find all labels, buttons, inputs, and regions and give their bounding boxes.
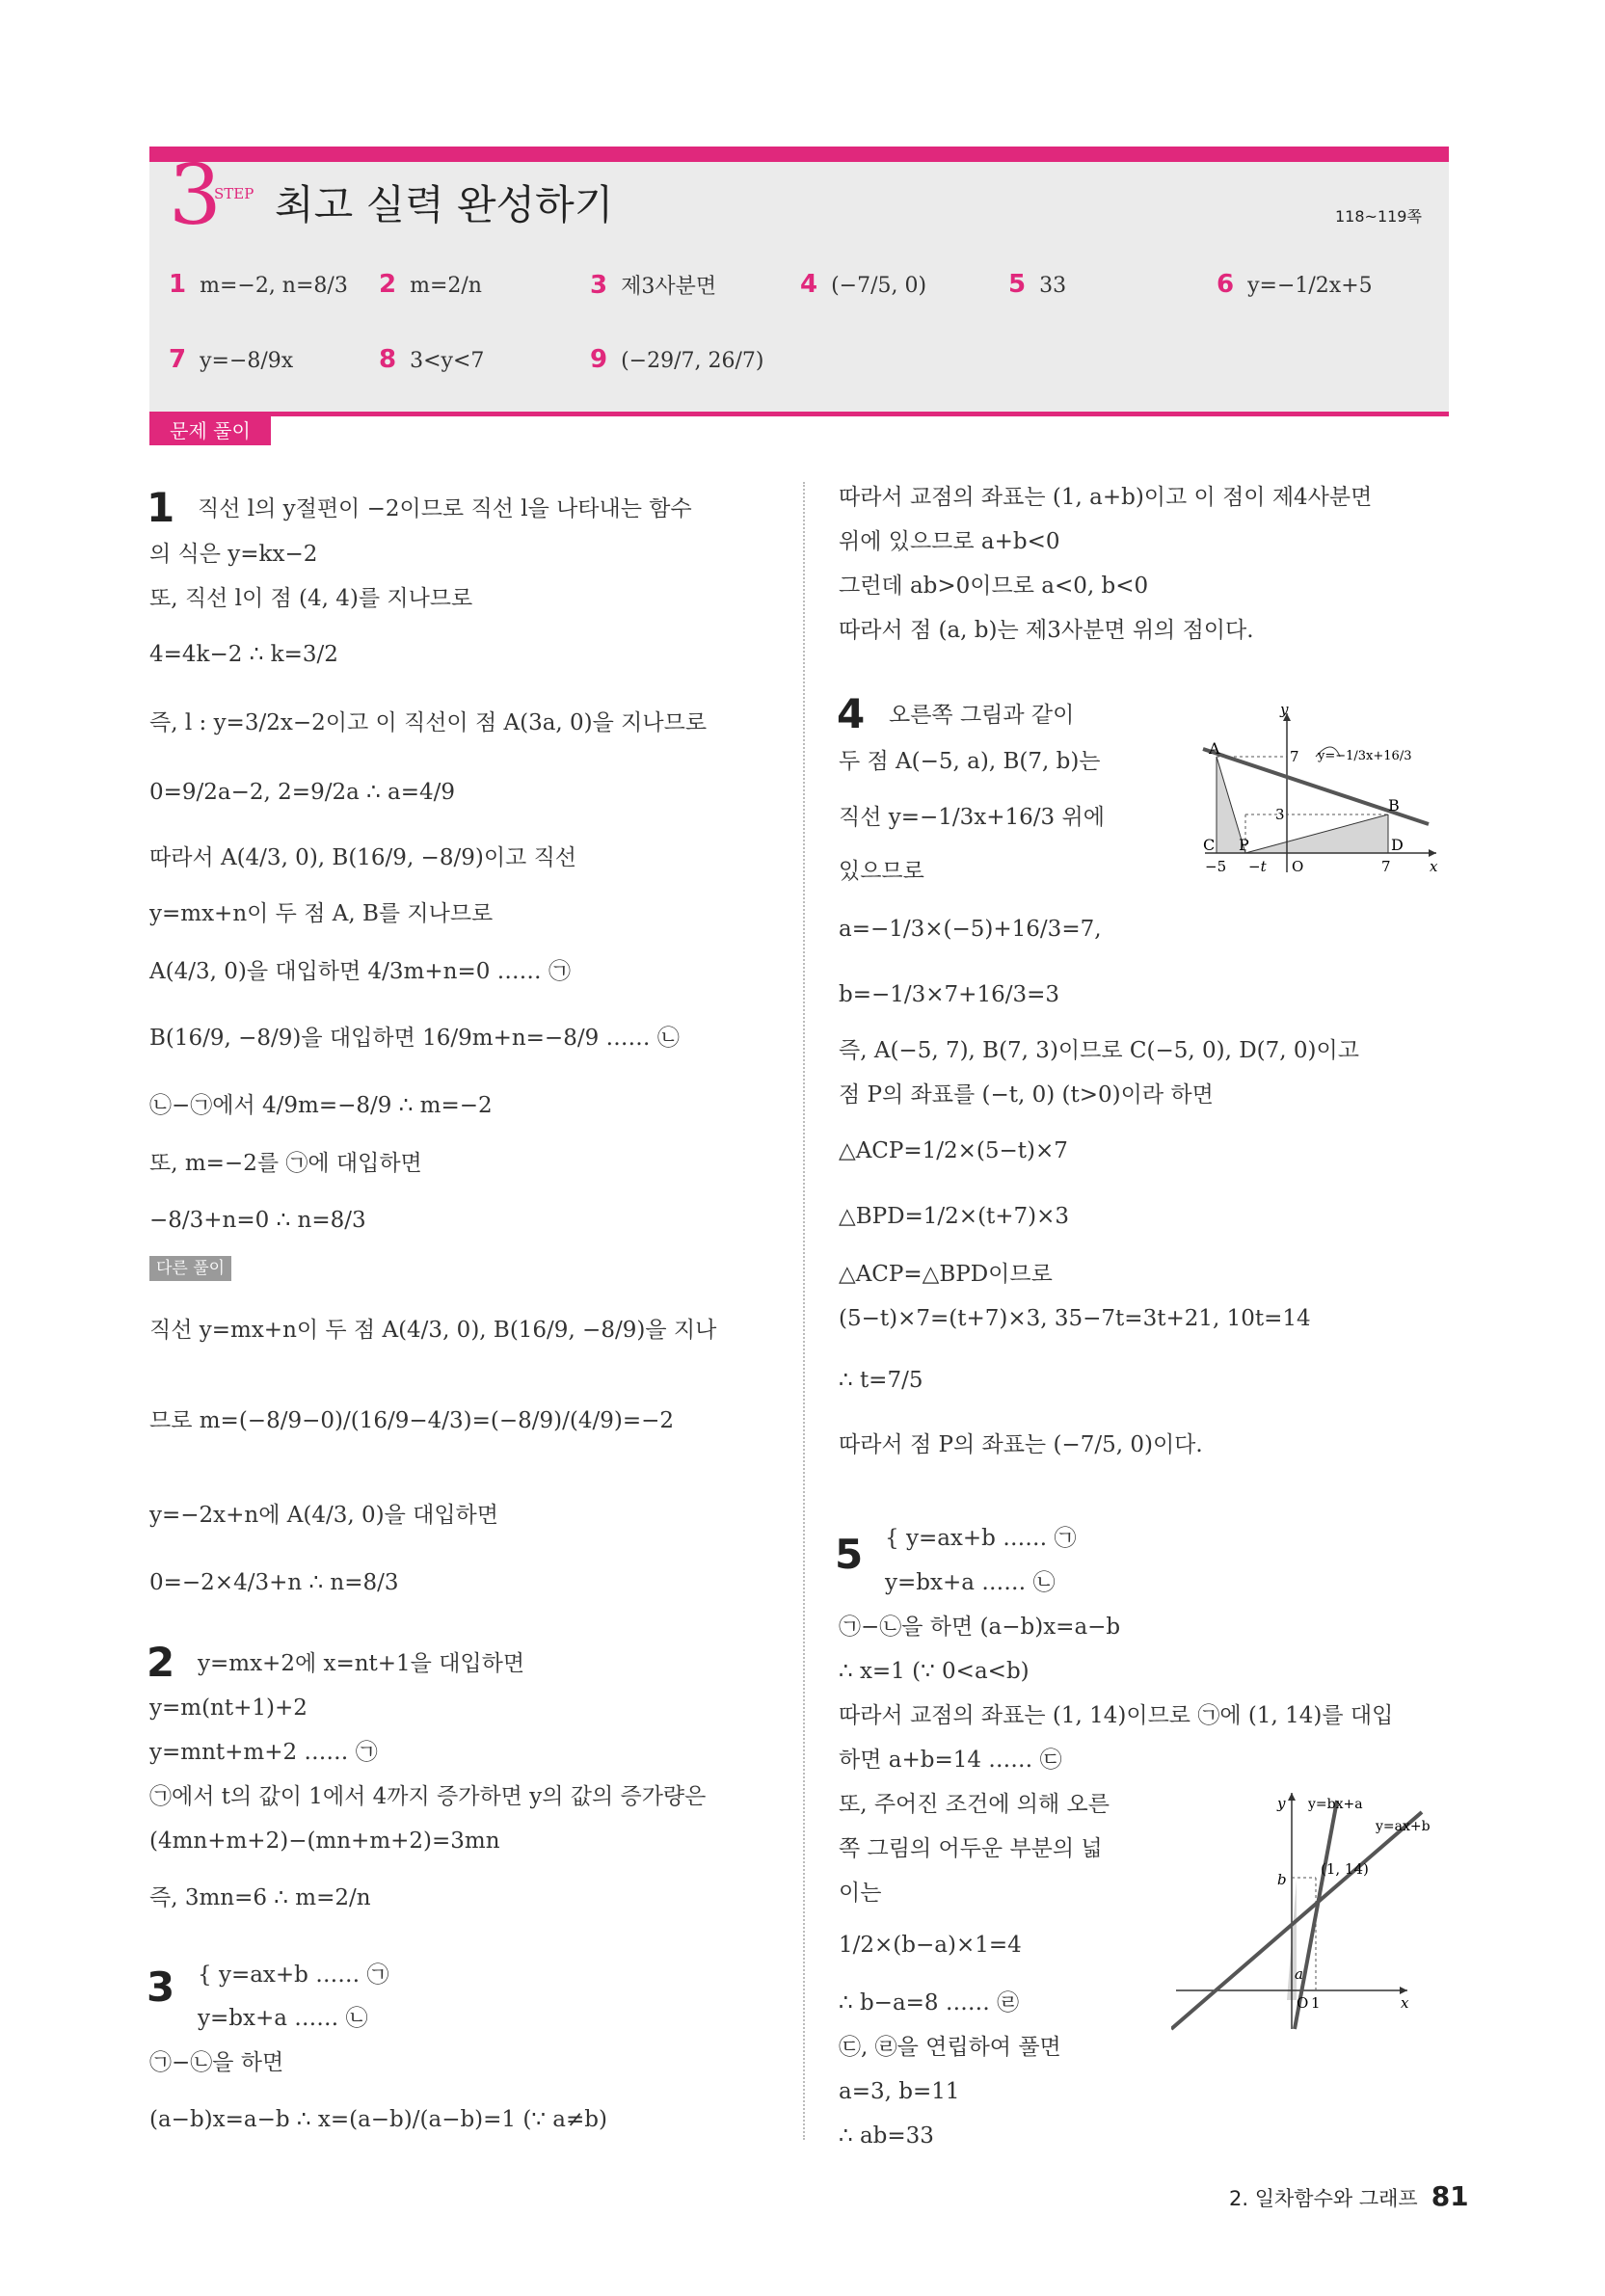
header-accent-bar bbox=[149, 147, 1449, 162]
solution-line: 0=−2×4/3+n ∴ n=8/3 bbox=[149, 1570, 399, 1595]
solution-line: ∴ x=1 (∵ 0<a<b) bbox=[839, 1659, 1030, 1684]
solution-line: △BPD=1/2×(t+7)×3 bbox=[839, 1204, 1070, 1229]
solution-line: 즉, A(−5, 7), B(7, 3)이므로 C(−5, 0), D(7, 0)이고 bbox=[839, 1038, 1359, 1063]
solution-line: ∴ ab=33 bbox=[839, 2123, 934, 2149]
answer-item: 9 (−29/7, 26/7) bbox=[590, 345, 764, 374]
solution-line: 두 점 A(−5, a), B(7, b)는 bbox=[839, 749, 1101, 774]
solution-line: 또, 주어진 조건에 의해 오른 bbox=[839, 1792, 1110, 1817]
solution-line: a=−1/3×(−5)+16/3=7, bbox=[839, 917, 1102, 942]
page-reference: 118~119쪽 bbox=[1335, 207, 1422, 226]
answer-item: 5 33 bbox=[1008, 270, 1067, 299]
solution-line: ㉠−㉡을 하면 bbox=[149, 2050, 284, 2075]
tick-label: b bbox=[1277, 1871, 1287, 1888]
solution-line: 오른쪽 그림과 같이 bbox=[889, 703, 1075, 728]
solution-line: 그런데 ab>0이므로 a<0, b<0 bbox=[839, 574, 1149, 599]
solution-line: y=m(nt+1)+2 bbox=[149, 1695, 308, 1721]
solution-line: A(4/3, 0)을 대입하면 4/3m+n=0 …… ㉠ bbox=[149, 959, 571, 984]
solution-line: 1/2×(b−a)×1=4 bbox=[839, 1933, 1022, 1958]
x-axis-arrow-icon bbox=[1429, 849, 1436, 857]
solution-line: 따라서 점 (a, b)는 제3사분면 위의 점이다. bbox=[839, 618, 1254, 643]
solution-line: 점 P의 좌표를 (−t, 0) (t>0)이라 하면 bbox=[839, 1082, 1214, 1108]
point-label-b: B bbox=[1388, 796, 1400, 814]
solution-line: 직선 y=mx+n이 두 점 A(4/3, 0), B(16/9, −8/9)을 지나 bbox=[149, 1318, 717, 1343]
solution-line: 0=9/2a−2, 2=9/2a ∴ a=4/9 bbox=[149, 780, 456, 805]
point-label-d: D bbox=[1391, 836, 1404, 854]
answer-item: 7 y=−8/9x bbox=[169, 345, 294, 374]
tick-label: 7 bbox=[1290, 748, 1299, 765]
problem-4-graph bbox=[1195, 704, 1456, 887]
answer-item: 4 (−7/5, 0) bbox=[800, 270, 927, 299]
solution-line: −8/3+n=0 ∴ n=8/3 bbox=[149, 1208, 366, 1233]
line-equation-label: y=ax+b bbox=[1376, 1819, 1431, 1834]
problem-number: 1 bbox=[147, 484, 175, 531]
solution-line: (a−b)x=a−b ∴ x=(a−b)/(a−b)=1 (∵ a≠b) bbox=[149, 2107, 607, 2132]
intersection-label: (1, 14) bbox=[1321, 1860, 1369, 1878]
tick-label: 1 bbox=[1311, 1994, 1321, 2012]
axis-label-x: x bbox=[1430, 858, 1438, 875]
answer-item: 1 m=−2, n=8/3 bbox=[169, 270, 348, 299]
solution-line: △ACP=△BPD이므로 bbox=[839, 1262, 1053, 1287]
axis-label-x: x bbox=[1401, 1994, 1409, 2012]
solution-line: a=3, b=11 bbox=[839, 2079, 960, 2104]
solution-line: 므로 m=(−8/9−0)/(16/9−4/3)=(−8/9)/(4/9)=−2 bbox=[149, 1408, 674, 1433]
solution-line: y=mnt+m+2 …… ㉠ bbox=[149, 1740, 378, 1765]
step-number: 3 bbox=[169, 147, 222, 244]
solution-line: ㉠−㉡을 하면 (a−b)x=a−b bbox=[839, 1615, 1121, 1640]
solution-line: 따라서 교점의 좌표는 (1, 14)이므로 ㉠에 (1, 14)를 대입 bbox=[839, 1703, 1394, 1728]
solution-line: 하면 a+b=14 …… ㉢ bbox=[839, 1748, 1062, 1773]
solution-line: y=bx+a …… ㉡ bbox=[885, 1570, 1056, 1595]
answer-box-bottom-rule bbox=[149, 412, 1449, 416]
problem-number: 3 bbox=[147, 1963, 175, 2011]
solution-line: y=mx+2에 x=nt+1을 대입하면 bbox=[198, 1651, 525, 1676]
solution-line: 따라서 점 P의 좌표는 (−7/5, 0)이다. bbox=[839, 1432, 1203, 1457]
tick-label: 3 bbox=[1275, 806, 1285, 823]
solution-line: y=bx+a …… ㉡ bbox=[198, 2006, 368, 2031]
solution-line: 있으므로 bbox=[839, 859, 924, 884]
origin-label: O bbox=[1297, 1994, 1309, 2012]
problem-number: 2 bbox=[147, 1639, 175, 1686]
solution-line: (4mn+m+2)−(mn+m+2)=3mn bbox=[149, 1829, 500, 1854]
answer-item: 8 3<y<7 bbox=[379, 345, 485, 374]
solution-line: 따라서 A(4/3, 0), B(16/9, −8/9)이고 직선 bbox=[149, 845, 577, 870]
line-equation-label: y=bx+a bbox=[1308, 1797, 1363, 1812]
solution-line: 또, 직선 l이 점 (4, 4)를 지나므로 bbox=[149, 586, 473, 611]
answer-item: 2 m=2/n bbox=[379, 270, 482, 299]
point-label-a: A bbox=[1209, 739, 1220, 758]
solution-line: 즉, l : y=3/2x−2이고 이 직선이 점 A(3a, 0)을 지나므로 bbox=[149, 710, 708, 735]
solution-line: 4=4k−2 ∴ k=3/2 bbox=[149, 642, 338, 667]
solution-line: ㉢, ㉣을 연립하여 풀면 bbox=[839, 2035, 1061, 2060]
y-axis-arrow-icon bbox=[1288, 1793, 1296, 1801]
solution-line: ㉠에서 t의 값이 1에서 4까지 증가하면 y의 값의 증가량은 bbox=[149, 1784, 707, 1809]
solution-section-tag: 문제 풀이 bbox=[149, 416, 271, 445]
tick-label: a bbox=[1295, 1965, 1303, 1983]
solution-line: b=−1/3×7+16/3=3 bbox=[839, 982, 1060, 1007]
solution-line: { y=ax+b …… ㉠ bbox=[198, 1962, 389, 1988]
page-footer bbox=[1229, 2180, 1469, 2212]
tick-label: −5 bbox=[1205, 858, 1227, 875]
solution-line: 직선 l의 y절편이 −2이므로 직선 l을 나타내는 함수 bbox=[198, 496, 692, 521]
answer-item: 6 y=−1/2x+5 bbox=[1217, 270, 1373, 299]
solution-line: ∴ b−a=8 …… ㉣ bbox=[839, 1990, 1020, 2016]
chapter-title: 2. 일차함수와 그래프 bbox=[1229, 2187, 1418, 2210]
alternative-solution-tag: 다른 풀이 bbox=[149, 1256, 231, 1281]
problem-5-graph bbox=[1171, 1783, 1460, 2039]
solution-line: 위에 있으므로 a+b<0 bbox=[839, 529, 1060, 554]
solution-line: 따라서 교점의 좌표는 (1, a+b)이고 이 점이 제4사분면 bbox=[839, 485, 1373, 510]
solution-line: 즉, 3mn=6 ∴ m=2/n bbox=[149, 1885, 371, 1910]
solution-line: { y=ax+b …… ㉠ bbox=[885, 1526, 1077, 1551]
solution-line: y=mx+n이 두 점 A, B를 지나므로 bbox=[149, 901, 494, 926]
solution-line: 의 식은 y=kx−2 bbox=[149, 542, 318, 567]
solution-line: B(16/9, −8/9)을 대입하면 16/9m+n=−8/9 …… ㉡ bbox=[149, 1026, 680, 1051]
tick-label: −t bbox=[1248, 858, 1267, 875]
solution-line: 쪽 그림의 어두운 부분의 넓 bbox=[839, 1836, 1103, 1861]
point-label-p: P bbox=[1239, 836, 1249, 854]
solution-line: 직선 y=−1/3x+16/3 위에 bbox=[839, 805, 1105, 830]
tick-label: 7 bbox=[1381, 858, 1391, 875]
answer-item: 3 제3사분면 bbox=[590, 271, 717, 300]
page-title: 최고 실력 완성하기 bbox=[275, 181, 614, 228]
problem-number: 4 bbox=[837, 690, 866, 737]
solution-line: ∴ t=7/5 bbox=[839, 1368, 923, 1393]
solution-line: △ACP=1/2×(5−t)×7 bbox=[839, 1138, 1068, 1163]
solution-line: ㉡−㉠에서 4/9m=−8/9 ∴ m=−2 bbox=[149, 1093, 493, 1118]
step-word: STEP bbox=[214, 185, 254, 202]
solution-line: (5−t)×7=(t+7)×3, 35−7t=3t+21, 10t=14 bbox=[839, 1306, 1311, 1331]
column-divider bbox=[803, 482, 805, 2140]
page-number: 81 bbox=[1431, 2180, 1469, 2212]
solution-line: y=−2x+n에 A(4/3, 0)을 대입하면 bbox=[149, 1503, 498, 1528]
solution-line: 이는 bbox=[839, 1881, 882, 1906]
problem-number: 5 bbox=[835, 1531, 864, 1578]
line-equation-label: y=−1/3x+16/3 bbox=[1318, 749, 1412, 763]
solution-line: 또, m=−2를 ㉠에 대입하면 bbox=[149, 1151, 422, 1176]
axis-label-y: y bbox=[1280, 704, 1289, 718]
x-axis-arrow-icon bbox=[1400, 1987, 1407, 1994]
point-label-c: C bbox=[1203, 836, 1216, 854]
origin-label: O bbox=[1292, 858, 1304, 875]
axis-label-y: y bbox=[1277, 1795, 1286, 1812]
